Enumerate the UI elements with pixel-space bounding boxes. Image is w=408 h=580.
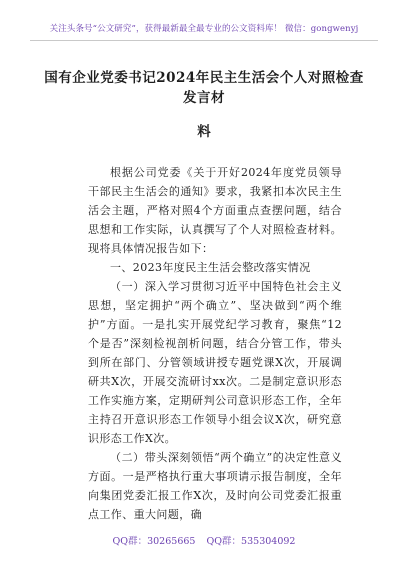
document-title-continued: 料: [197, 124, 211, 140]
footer-qq-group-2: QQ群：535304092: [206, 536, 296, 547]
paragraph-item-1: （一）深入学习贯彻习近平中国特色社会主义思想，坚定拥护“两个确立”、坚决做到“两个维护”方面。一是扎实开展党纪学习教育，聚焦“12个是否”深刻检视剖析问题，结合分管工作，带头到所在部门、分管领域讲授专题党课X次，开展调研共X次，开展交流研讨xx次。二是制定意识形态工作实施方案，定期研判公司意识形态工作，全年主持召开意识形态工作领导小组会议X次，研究意识形态工作X次。: [88, 280, 342, 445]
footer-qq-group-1: QQ群：30265665: [112, 536, 196, 547]
document-title: 国有企业党委书记2024年民主生活会个人对照检查发言材: [44, 70, 364, 106]
document-body: [88, 163, 342, 524]
footer-contact: [0, 533, 408, 547]
header-divider: [30, 40, 378, 41]
header-notice: 关注头条号“公文研究”，获得最新最全最专业的公文资料库！ 微信：gongwenyj: [49, 24, 359, 34]
section-heading: 一、2023年度民主生活会整改落实情况: [110, 261, 311, 274]
paragraph-item-2: （二）带头深刻领悟“两个确立”的决定性意义方面。一是严格执行重大事项请示报告制度，全年向集团党委汇报工作X次，及时向公司党委汇报重点工作、重大问题，确: [88, 451, 342, 521]
paragraph-intro: 根据公司党委《关于开好2024年度党员领导干部民主生活会的通知》要求，我紧扣本次民主生活会主题，严格对照4个方面重点查摆问题，结合思想和工作实际，认真撰写了个人对照检查材料。现将具体情况报告如下：: [88, 166, 342, 255]
